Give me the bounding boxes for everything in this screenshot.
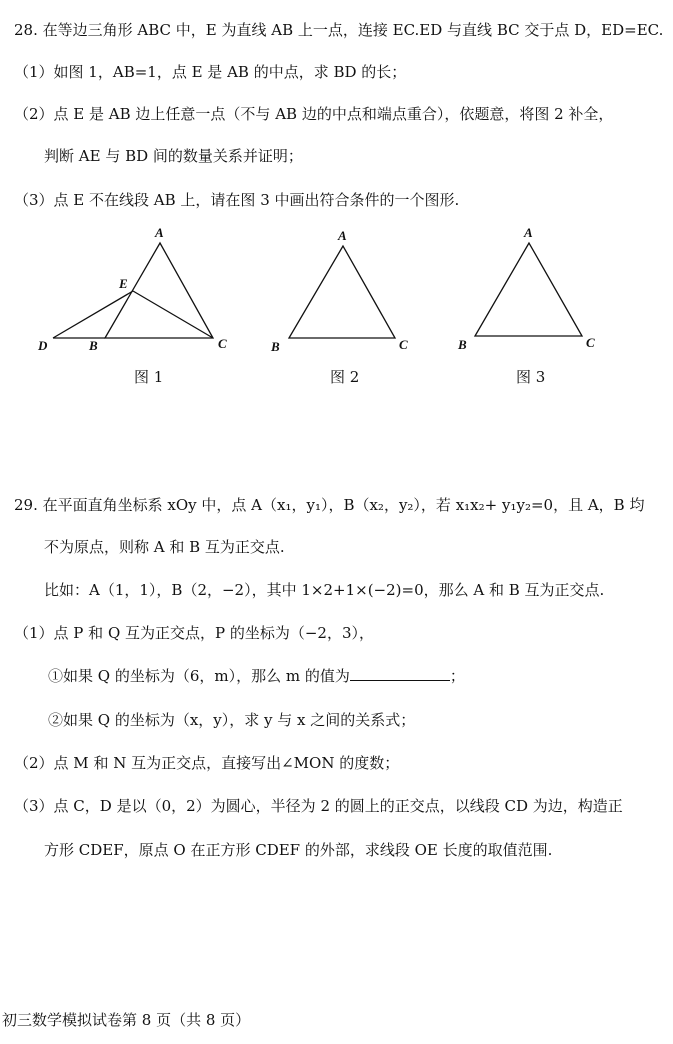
q29-stem-line2: 不为原点，则称 A 和 B 互为正交点. <box>44 538 285 556</box>
q29-part1-i <box>48 666 465 686</box>
fig1-segment-ec <box>133 291 213 338</box>
q29-part1: （1）点 P 和 Q 互为正交点，P 的坐标为（−2，3）， <box>14 624 375 642</box>
fig2-label-c: C <box>399 337 408 352</box>
q28-part2-line1: （2）点 E 是 AB 边上任意一点（不与 AB 边的中点和端点重合），依题意，将图 2 补全， <box>14 105 614 123</box>
figure-1 <box>53 243 213 338</box>
fig3-label-b: B <box>458 337 467 352</box>
q29-part1-i-end: ； <box>449 667 465 685</box>
fig1-label-e: E <box>119 276 128 291</box>
fig1-segment-de <box>53 291 133 338</box>
figure-3 <box>475 243 582 336</box>
q29-stem-line1: 29. 在平面直角坐标系 xOy 中，点 A（x₁，y₁），B（x₂，y₂），若 x₁x₂+ y₁y₂=0，且 A，B 均 <box>14 496 645 514</box>
fig2-label-b: B <box>271 339 280 354</box>
q28-figures <box>0 0 673 420</box>
q29-part3-line1: （3）点 C，D 是以（0，2）为圆心，半径为 2 的圆上的正交点，以线段 CD 为边，构造正 <box>14 797 623 815</box>
q28-part3: （3）点 E 不在线段 AB 上，请在图 3 中画出符合条件的一个图形. <box>14 191 460 209</box>
fig3-triangle-abc <box>475 243 582 336</box>
fig1-label-a: A <box>155 225 164 240</box>
fig3-caption: 图 3 <box>516 368 546 386</box>
answer-blank[interactable] <box>350 666 450 681</box>
q28-part1: （1）如图 1，AB=1，点 E 是 AB 的中点，求 BD 的长； <box>14 63 407 81</box>
q29-part1-ii: ②如果 Q 的坐标为（x，y），求 y 与 x 之间的关系式； <box>48 711 416 729</box>
q29-part1-i-text: ①如果 Q 的坐标为（6，m），那么 m 的值为 <box>48 667 350 685</box>
q29-example: 比如：A（1，1），B（2，−2），其中 1×2+1×(−2)=0，那么 A 和 B 互为正交点. <box>44 581 605 599</box>
q29-part3-line2: 方形 CDEF，原点 O 在正方形 CDEF 的外部，求线段 OE 长度的取值范围. <box>44 841 553 859</box>
fig2-triangle-abc <box>289 246 395 338</box>
page-footer: 初三数学模拟试卷第 8 页（共 8 页） <box>2 1011 251 1029</box>
figure-2 <box>289 246 395 338</box>
fig3-label-a: A <box>524 225 533 240</box>
fig3-label-c: C <box>586 335 595 350</box>
fig1-label-b: B <box>89 338 98 353</box>
fig1-label-d: D <box>38 338 48 353</box>
fig2-label-a: A <box>338 228 347 243</box>
q28-stem: 28. 在等边三角形 ABC 中，E 为直线 AB 上一点，连接 EC.ED 与直线 BC 交于点 D，ED=EC. <box>14 21 664 39</box>
fig1-label-c: C <box>218 336 227 351</box>
q29-part2: （2）点 M 和 N 互为正交点，直接写出∠MON 的度数； <box>14 754 400 772</box>
fig1-caption: 图 1 <box>134 368 164 386</box>
q28-part2-line2: 判断 AE 与 BD 间的数量关系并证明； <box>44 147 303 165</box>
fig2-caption: 图 2 <box>330 368 360 386</box>
